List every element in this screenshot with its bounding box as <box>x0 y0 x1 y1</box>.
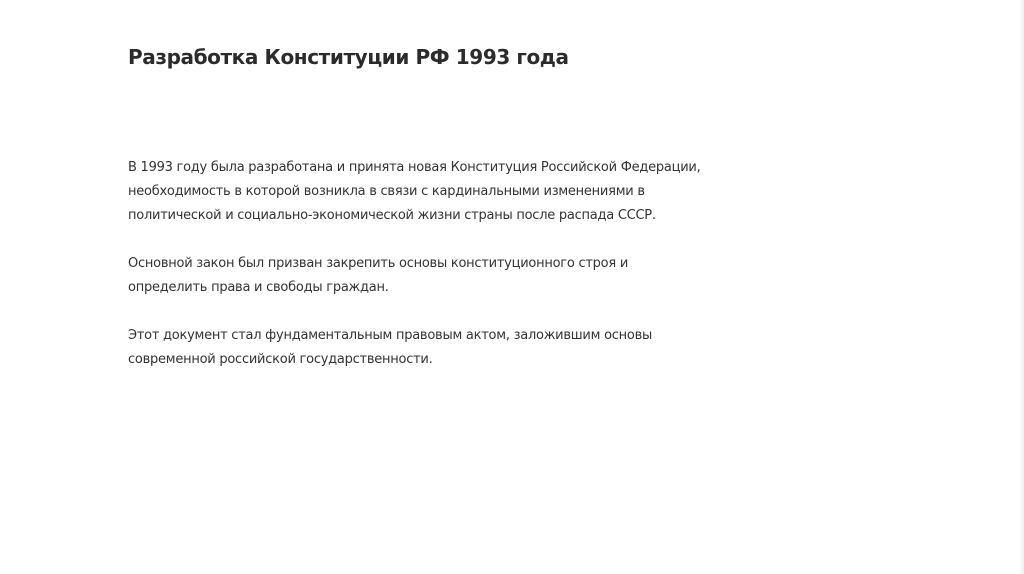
paragraph-line: необходимость в которой возникла в связи с кардинальными изменениями в <box>128 184 645 199</box>
paragraph-line: определить права и свободы граждан. <box>128 280 389 295</box>
paragraph-line: политической и социально-экономической жизни страны после распада СССР. <box>128 208 656 223</box>
paragraph-line: В 1993 году была разработана и принята новая Конституция Российской Федерации, <box>128 160 701 175</box>
paragraph-line: Основной закон был призван закрепить основы конституционного строя и <box>128 256 629 271</box>
paragraph-line: Этот документ стал фундаментальным правовым актом, заложившим основы <box>128 328 653 343</box>
slide-body <box>128 156 728 396</box>
paragraph-basic-law-purpose <box>128 252 728 300</box>
paragraph-line: современной российской государственности. <box>128 352 433 367</box>
slide-title: Разработка Конституции РФ 1993 года <box>128 45 569 69</box>
paragraph-fundamental-act <box>128 324 728 372</box>
paragraph-constitution-adopted <box>128 156 728 228</box>
slide-edge-shadow <box>1018 0 1024 574</box>
